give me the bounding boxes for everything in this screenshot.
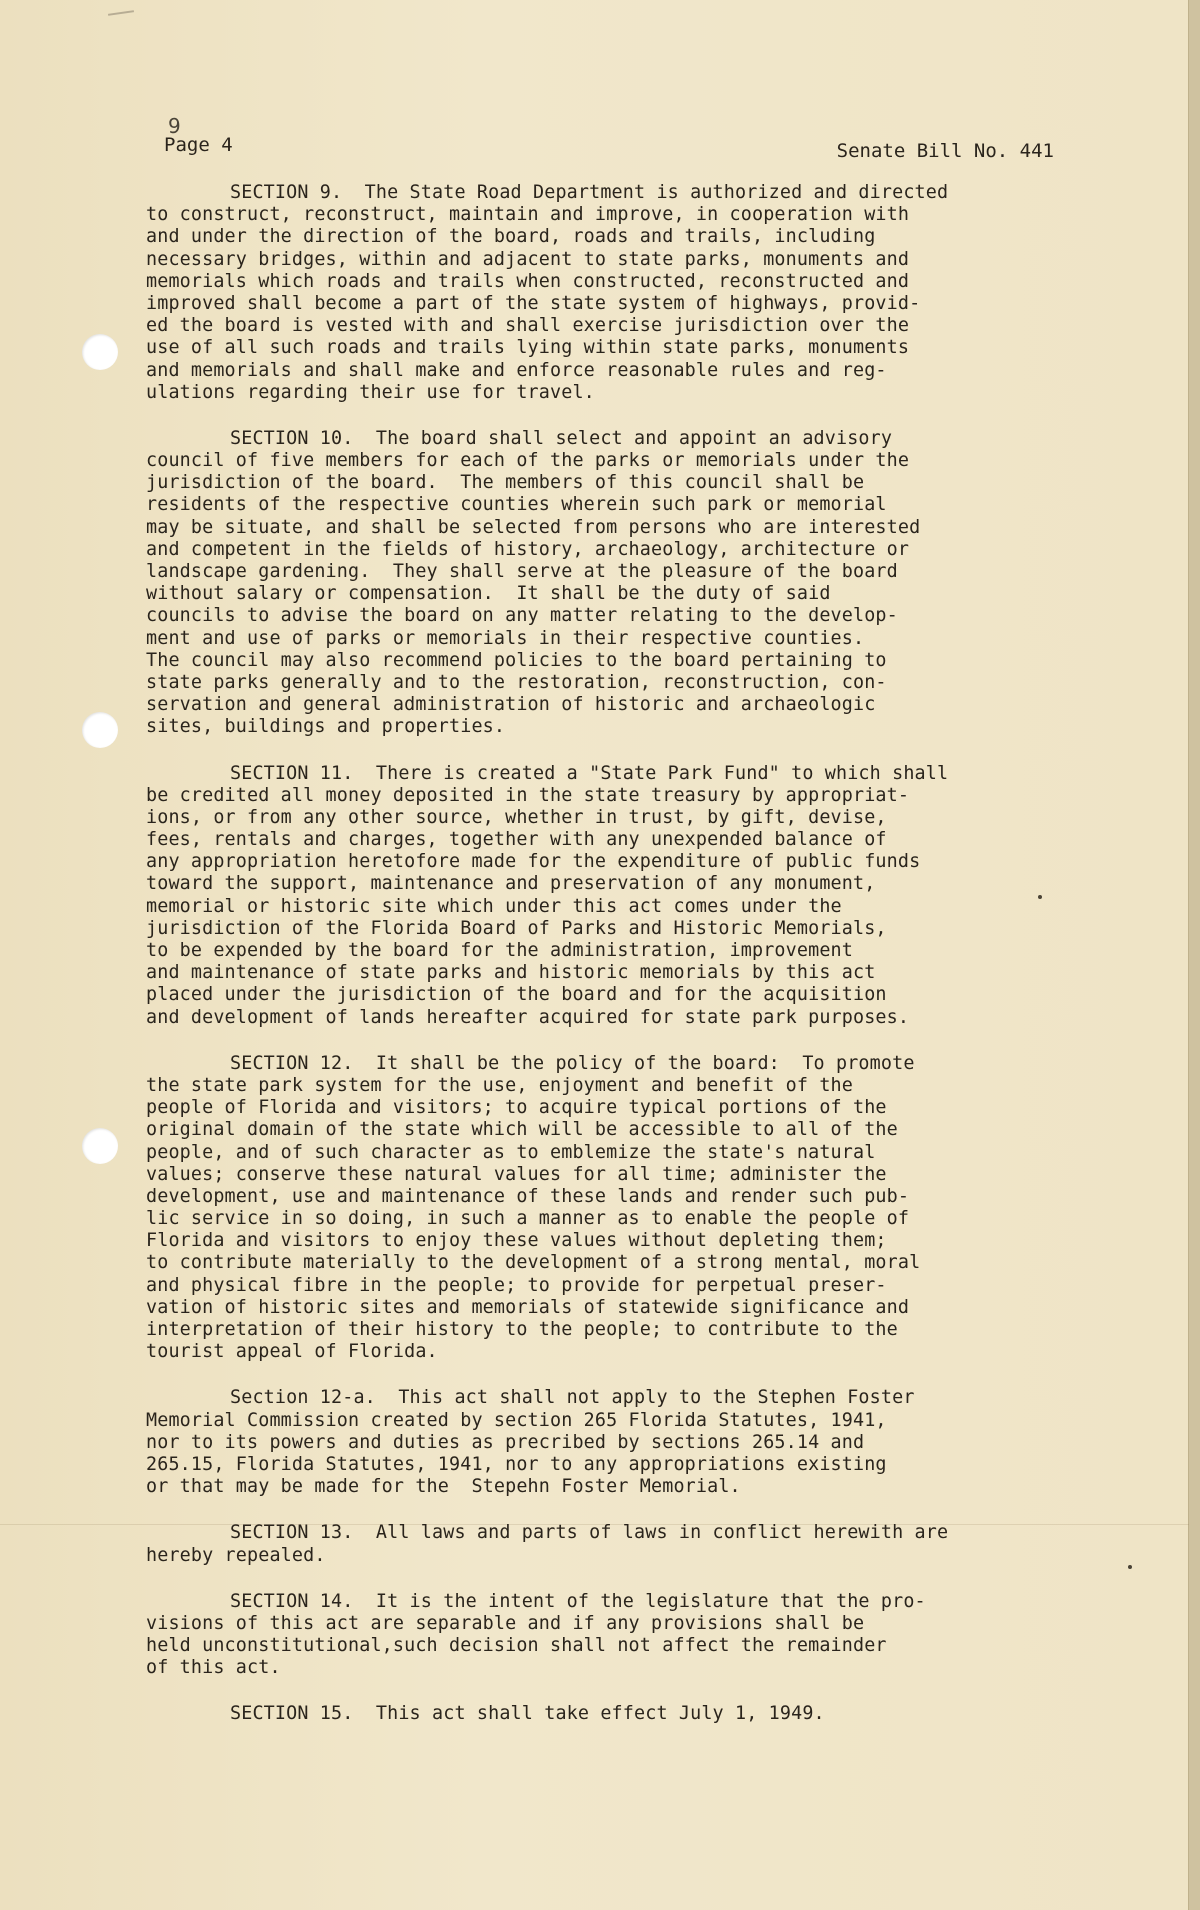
text-line: any appropriation heretofore made for the expenditure of public funds xyxy=(146,851,921,873)
text-line: landscape gardening. They shall serve at the pleasure of the board xyxy=(146,561,898,582)
binder-hole-bottom xyxy=(82,1128,118,1164)
text-line: and development of lands hereafter acquired for state park purposes. xyxy=(146,1006,910,1028)
text-line: SECTION 11. There is created a "State Park Fund" to which shall xyxy=(230,762,949,784)
text-line: lic service in so doing, in such a manner as to enable the people of xyxy=(146,1208,910,1230)
text-line: to be expended by the board for the administration, improvement xyxy=(146,940,853,961)
text-line: hereby repealed. xyxy=(146,1544,326,1566)
text-line: to contribute materially to the development of a strong mental, moral xyxy=(146,1252,921,1274)
text-line: interpretation of their history to the people; to contribute to the xyxy=(146,1319,898,1340)
section-15 xyxy=(146,1703,1096,1725)
text-line: SECTION 12. It shall be the policy of the board: To promote xyxy=(230,1052,915,1074)
text-line: SECTION 10. The board shall select and appoint an advisory xyxy=(230,427,893,449)
text-line: and under the direction of the board, roads and trails, including xyxy=(146,226,876,248)
section-10 xyxy=(146,428,1096,739)
text-line: values; conserve these natural values for all time; administer the xyxy=(146,1163,887,1185)
text-line: improved shall become a part of the state system of highways, provid- xyxy=(146,292,921,314)
text-line: ulations regarding their use for travel. xyxy=(146,381,595,403)
text-line: people of Florida and visitors; to acquire typical portions of the xyxy=(146,1097,887,1119)
text-line: or that may be made for the Stepehn Foster Memorial. xyxy=(146,1476,741,1498)
text-line: without salary or compensation. It shall be the duty of said xyxy=(146,583,831,605)
text-line: ions, or from any other source, whether in trust, by gift, devise, xyxy=(146,806,887,828)
text-line: visions of this act are separable and if any provisions shall be xyxy=(146,1612,865,1634)
text-line: servation and general administration of historic and archaeologic xyxy=(146,694,876,716)
text-line: The council may also recommend policies to the board pertaining to xyxy=(146,649,887,671)
text-line: people, and of such character as to emblemize the state's natural xyxy=(146,1141,876,1163)
text-line: fees, rentals and charges, together with any unexpended balance of xyxy=(146,829,887,851)
text-line: residents of the respective counties wherein such park or memorial xyxy=(146,494,887,516)
text-line: Section 12-a. This act shall not apply to the Stephen Foster xyxy=(230,1387,915,1409)
stray-mark xyxy=(1128,1565,1132,1569)
section-14 xyxy=(146,1591,1096,1680)
text-line: ed the board is vested with and shall exercise jurisdiction over the xyxy=(146,315,910,337)
text-line: tourist appeal of Florida. xyxy=(146,1341,438,1363)
text-line: SECTION 14. It is the intent of the legislature that the pro- xyxy=(230,1590,926,1612)
text-line: may be situate, and shall be selected from persons who are interested xyxy=(146,516,921,538)
text-line: and maintenance of state parks and historic memorials by this act xyxy=(146,962,876,984)
text-line: jurisdiction of the board. The members of this council shall be xyxy=(146,472,865,494)
pencil-page-number: 9 xyxy=(168,114,181,138)
text-line: SECTION 13. All laws and parts of laws in conflict herewith are xyxy=(230,1522,949,1544)
text-line: and competent in the fields of history, archaeology, architecture or xyxy=(146,538,910,560)
text-line: to construct, reconstruct, maintain and improve, in cooperation with xyxy=(146,204,910,226)
text-line: Memorial Commission created by section 265 Florida Statutes, 1941, xyxy=(146,1409,887,1431)
text-line: SECTION 15. This act shall take effect July 1, 1949. xyxy=(230,1703,825,1725)
page-label: Page 4 xyxy=(164,134,233,156)
text-line: sites, buildings and properties. xyxy=(146,716,506,738)
text-line: necessary bridges, within and adjacent to state parks, monuments and xyxy=(146,248,910,270)
section-9 xyxy=(146,182,1096,404)
text-line: Florida and visitors to enjoy these values without depleting them; xyxy=(146,1230,887,1252)
text-line: SECTION 9. The State Road Department is authorized and directed xyxy=(230,182,949,203)
section-12 xyxy=(146,1053,1096,1364)
text-line: jurisdiction of the Florida Board of Parks and Historic Memorials, xyxy=(146,917,887,939)
text-line: use of all such roads and trails lying within state parks, monuments xyxy=(146,337,910,359)
text-line: the state park system for the use, enjoyment and benefit of the xyxy=(146,1074,853,1096)
text-line: nor to its powers and duties as precribed by sections 265.14 and xyxy=(146,1431,865,1453)
bill-number: Senate Bill No. 441 xyxy=(836,140,1054,162)
text-line: council of five members for each of the parks or memorials under the xyxy=(146,450,910,472)
document-body xyxy=(146,182,1096,1750)
text-line: ment and use of parks or memorials in their respective counties. xyxy=(146,627,865,649)
text-line: memorial or historic site which under this act comes under the xyxy=(146,895,842,917)
section-12a xyxy=(146,1387,1096,1498)
page-edge xyxy=(1188,0,1200,1910)
text-line: 265.15, Florida Statutes, 1941, nor to any appropriations existing xyxy=(146,1453,887,1475)
pencil-mark xyxy=(108,10,134,16)
text-line: memorials which roads and trails when constructed, reconstructed and xyxy=(146,270,910,292)
section-11 xyxy=(146,763,1096,1029)
binder-hole-top xyxy=(82,334,118,370)
text-line: and physical fibre in the people; to provide for perpetual preser- xyxy=(146,1274,887,1296)
text-line: original domain of the state which will be accessible to all of the xyxy=(146,1119,898,1141)
binder-hole-middle xyxy=(82,712,118,748)
text-line: and memorials and shall make and enforce reasonable rules and reg- xyxy=(146,359,887,381)
text-line: held unconstitutional,such decision shall not affect the remainder xyxy=(146,1635,887,1657)
text-line: development, use and maintenance of these lands and render such pub- xyxy=(146,1185,910,1207)
text-line: placed under the jurisdiction of the board and for the acquisition xyxy=(146,984,887,1006)
text-line: vation of historic sites and memorials of statewide significance and xyxy=(146,1296,910,1318)
text-line: of this act. xyxy=(146,1657,281,1679)
page-header xyxy=(164,114,1054,164)
text-line: be credited all money deposited in the state treasury by appropriat- xyxy=(146,784,910,806)
section-13 xyxy=(146,1522,1096,1566)
text-line: councils to advise the board on any matter relating to the develop- xyxy=(146,605,898,627)
text-line: toward the support, maintenance and preservation of any monument, xyxy=(146,873,876,895)
text-line: state parks generally and to the restoration, reconstruction, con- xyxy=(146,671,887,693)
